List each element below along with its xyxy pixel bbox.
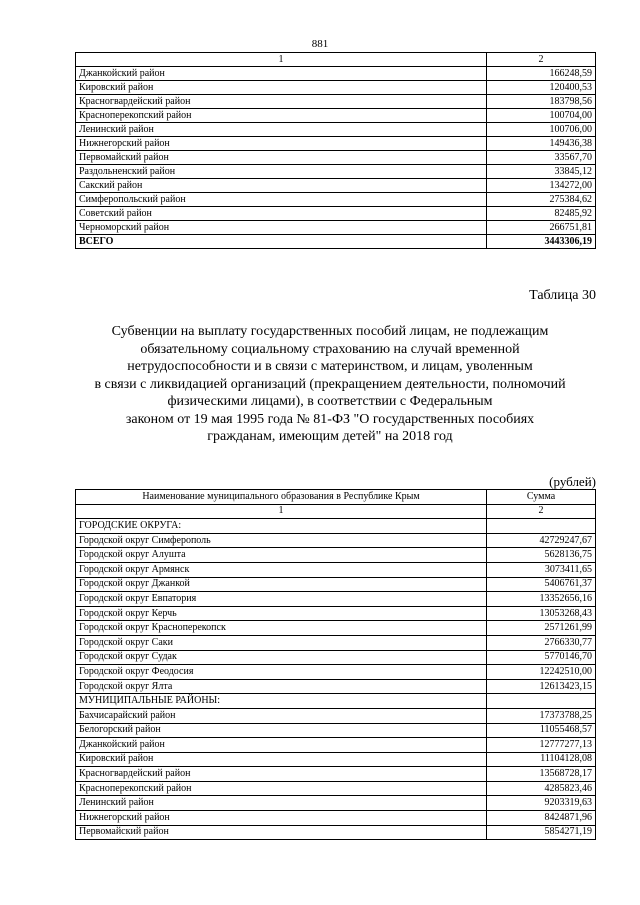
table-row [76,738,596,753]
row-label: Первомайский район [76,825,487,840]
table-row [76,825,596,840]
table-row [76,796,596,811]
row-value: 33845,12 [487,165,596,179]
row-label: Нижнегорский район [76,811,487,826]
table-row [76,221,596,235]
row-value: 11055468,57 [487,723,596,738]
row-value: 5628136,75 [487,548,596,563]
row-label: Красноперекопский район [76,109,487,123]
subventions-table [75,489,596,840]
section-header-row [76,694,596,709]
row-label: Ленинский район [76,796,487,811]
row-value: 2 [487,53,596,67]
title-line: нетрудоспособности и в связи с материнством, и лицам, уволенным [127,359,533,374]
row-label: Черноморский район [76,221,487,235]
row-label: Джанкойский район [76,738,487,753]
table-row [76,650,596,665]
row-value: 100704,00 [487,109,596,123]
row-value: 5770146,70 [487,650,596,665]
row-value: 166248,59 [487,67,596,81]
row-label: ВСЕГО [76,235,487,249]
table-row [76,621,596,636]
table-row [76,562,596,577]
row-value: 4285823,46 [487,781,596,796]
total-row [76,235,596,249]
title-line: законом от 19 мая 1995 года № 81-ФЗ "О государственных пособиях [125,411,535,427]
regions-table-continued [75,52,596,249]
row-value [487,519,596,534]
row-value: 3073411,65 [487,562,596,577]
row-label: Красногвардейский район [76,767,487,782]
row-label: Городской округ Ялта [76,679,487,694]
title-line: Субвенции на выплату государственных пособий лицам, не подлежащим [111,324,549,339]
table-row [76,123,596,137]
row-value: 2766330,77 [487,635,596,650]
row-label: Городской округ Армянск [76,562,487,577]
table-row [76,752,596,767]
row-label: Джанкойский район [76,67,487,81]
row-value: 17373788,25 [487,708,596,723]
row-label: Городской округ Алушта [76,548,487,563]
row-value: 2 [487,504,596,519]
row-label: Наименование муниципального образования в Республике Крым [76,490,487,505]
row-label: Городской округ Красноперекопск [76,621,487,636]
row-label: Городской округ Джанкой [76,577,487,592]
row-value: 8424871,96 [487,811,596,826]
row-label: Симферопольский район [76,193,487,207]
row-label: Ленинский район [76,123,487,137]
title-line: обязательному социальному страхованию на случай временной [140,341,520,357]
section-header-row [76,519,596,534]
table-row [76,109,596,123]
row-label: ГОРОДСКИЕ ОКРУГА: [76,519,487,534]
row-value: 183798,56 [487,95,596,109]
column-number-row [76,504,596,519]
row-value: 42729247,67 [487,533,596,548]
row-label: Кировский район [76,81,487,95]
row-value: 2571261,99 [487,621,596,636]
table-row [76,137,596,151]
row-value: 5854271,19 [487,825,596,840]
table-row [76,67,596,81]
table-row [76,635,596,650]
table-row [76,577,596,592]
row-label: Сакский район [76,179,487,193]
table-row [76,679,596,694]
table-row [76,193,596,207]
row-value: 11104128,08 [487,752,596,767]
table-row [76,665,596,680]
row-value: 3443306,19 [487,235,596,249]
unit-label: (рублей) [549,474,596,489]
row-value: 13053268,43 [487,606,596,621]
row-value: 149436,38 [487,137,596,151]
table-row [76,811,596,826]
table-row [76,592,596,607]
title-line: гражданам, имеющим детей" на 2018 год [207,429,453,444]
table-row [76,81,596,95]
row-label: МУНИЦИПАЛЬНЫЕ РАЙОНЫ: [76,694,487,709]
row-value: 82485,92 [487,207,596,221]
table-row [76,151,596,165]
row-label: Белогорский район [76,723,487,738]
row-value: 275384,62 [487,193,596,207]
row-label: 1 [76,53,487,67]
row-value: 12613423,15 [487,679,596,694]
table-row [76,781,596,796]
row-label: Советский район [76,207,487,221]
row-label: Бахчисарайский район [76,708,487,723]
row-value: 120400,53 [487,81,596,95]
title-line: физическими лицами), в соответствии с Федеральным [167,394,493,409]
row-label: Городской округ Феодосия [76,665,487,680]
row-value: 33567,70 [487,151,596,165]
row-value: 100706,00 [487,123,596,137]
table-row [76,533,596,548]
column-header-row [76,490,596,505]
row-value: 13352656,16 [487,592,596,607]
row-label: Городской округ Евпатория [76,592,487,607]
row-label: Городской округ Саки [76,635,487,650]
page-number: 881 [311,38,329,50]
row-value: 5406761,37 [487,577,596,592]
table-row [76,95,596,109]
row-value: 266751,81 [487,221,596,235]
table-row [76,207,596,221]
table-row [76,767,596,782]
table-row [76,179,596,193]
row-label: 1 [76,504,487,519]
row-label: Городской округ Керчь [76,606,487,621]
table-row [76,165,596,179]
row-label: Кировский район [76,752,487,767]
table-row [76,548,596,563]
row-label: Городской округ Симферополь [76,533,487,548]
row-value [487,694,596,709]
table-row [76,708,596,723]
title-line: в связи с ликвидацией организаций (прекращением деятельности, полномочий [94,376,566,392]
row-value: 12242510,00 [487,665,596,680]
table-row [76,723,596,738]
column-number-row [76,53,596,67]
row-value: 134272,00 [487,179,596,193]
row-value: 13568728,17 [487,767,596,782]
row-label: Нижнегорский район [76,137,487,151]
row-label: Раздольненский район [76,165,487,179]
row-value: Сумма [487,490,596,505]
row-value: 12777277,13 [487,738,596,753]
table-row [76,606,596,621]
row-label: Городской округ Судак [76,650,487,665]
document-title [60,323,600,446]
row-value: 9203319,63 [487,796,596,811]
row-label: Красноперекопский район [76,781,487,796]
row-label: Первомайский район [76,151,487,165]
row-label: Красногвардейский район [76,95,487,109]
table-label: Таблица 30 [529,288,596,303]
